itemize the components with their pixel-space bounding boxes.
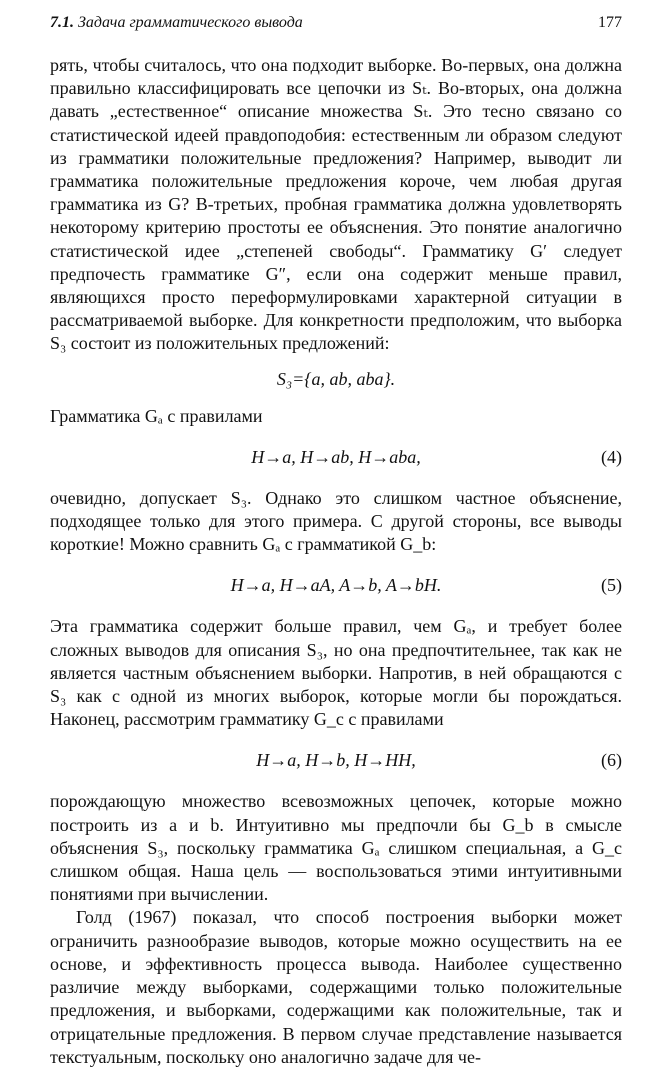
paragraph-3: очевидно, допускает S₃. Однако это слишком частное объяснение, подходящее только для этого примера. С другой стороны, все выводы короткие! Можно сравнить Gₐ с грамматикой G_b: [50, 487, 622, 555]
paragraph-4: Эта грамматика содержит больше правил, чем Gₐ, и требует более сложных выводов для описания S₃, но она предпочтительнее, так как не является частным объяснением выборки. Напротив, в ней обращаются с S₃ как с одной из многих выборок, которые могли бы порождаться. Наконец, рассмотрим грамматику G_c с правилами [50, 616, 622, 730]
formula-expression: H→a, H→b, H→HH, [256, 750, 416, 771]
formula-expression: S₃={a, ab, aba}. [276, 368, 396, 389]
formula-5 [50, 574, 622, 597]
section-title: Задача грамматического вывода [78, 14, 303, 31]
equation-number: (4) [601, 446, 622, 467]
formula-expression: H→a, H→ab, H→aba, [251, 446, 421, 467]
paragraph-6: Голд (1967) показал, что способ построения выборки может ограничить разнообразие выводов, которые можно осуществить на ее основе, и эффективность процесса вывода. Наиболее существенно различие между выборками, содержащими только положительные предложения, и выборками, содержащими как положительные, так и отрицательные предложения. В первом случае представление называется текстуальным, поскольку оно аналогично задаче для че- [50, 907, 622, 1067]
running-title [50, 14, 303, 32]
paragraph-1: рять, чтобы считалось, что она подходит выборке. Во-первых, она должна правильно классифицировать все цепочки из Sₜ. Во-вторых, она должна давать „естественное“ описание множества Sₜ. Это тесно связано со статистической идеей правдоподобия: естественным ли образом следуют из грамматики положительные предложения? Например, выводит ли грамматика положительные предложения короче, чем любая другая грамматика из G? В-третьих, пробная грамматика должна удовлетворять некоторому критерию простоты ее объяснения. Это понятие аналогично статистической идее „степеней свободы“. Грамматику G′ следует предпочесть грамматике G″, если она содержит меньше правил, являющихся просто переформулировками характерной ситуации в рассматриваемой выборке. Для конкретности предположим, что выборка S₃ состоит из положительных предложений: [50, 55, 622, 354]
formula-expression: H→a, H→aA, A→b, A→bH. [230, 575, 442, 596]
body-text [50, 54, 622, 1069]
equation-number: (6) [601, 750, 622, 771]
paragraph-5: порождающую множество всевозможных цепочек, которые можно построить из a и b. Интуитивно мы предпочли бы G_b в смысле объяснения S₃, поскольку грамматика Gₐ слишком специальная, а G_c слишком общая. Наша цель — воспользоваться этими интуитивными понятиями при вычислении. [50, 791, 622, 905]
page-number: 177 [598, 14, 622, 31]
book-page [50, 0, 622, 1067]
formula-sample-set [50, 368, 622, 391]
section-number: 7.1. [50, 14, 74, 31]
paragraph-2: Грамматика Gₐ с правилами [50, 405, 263, 426]
equation-number: (5) [601, 575, 622, 596]
formula-4 [50, 446, 622, 469]
formula-6 [50, 749, 622, 772]
running-head [50, 14, 622, 38]
